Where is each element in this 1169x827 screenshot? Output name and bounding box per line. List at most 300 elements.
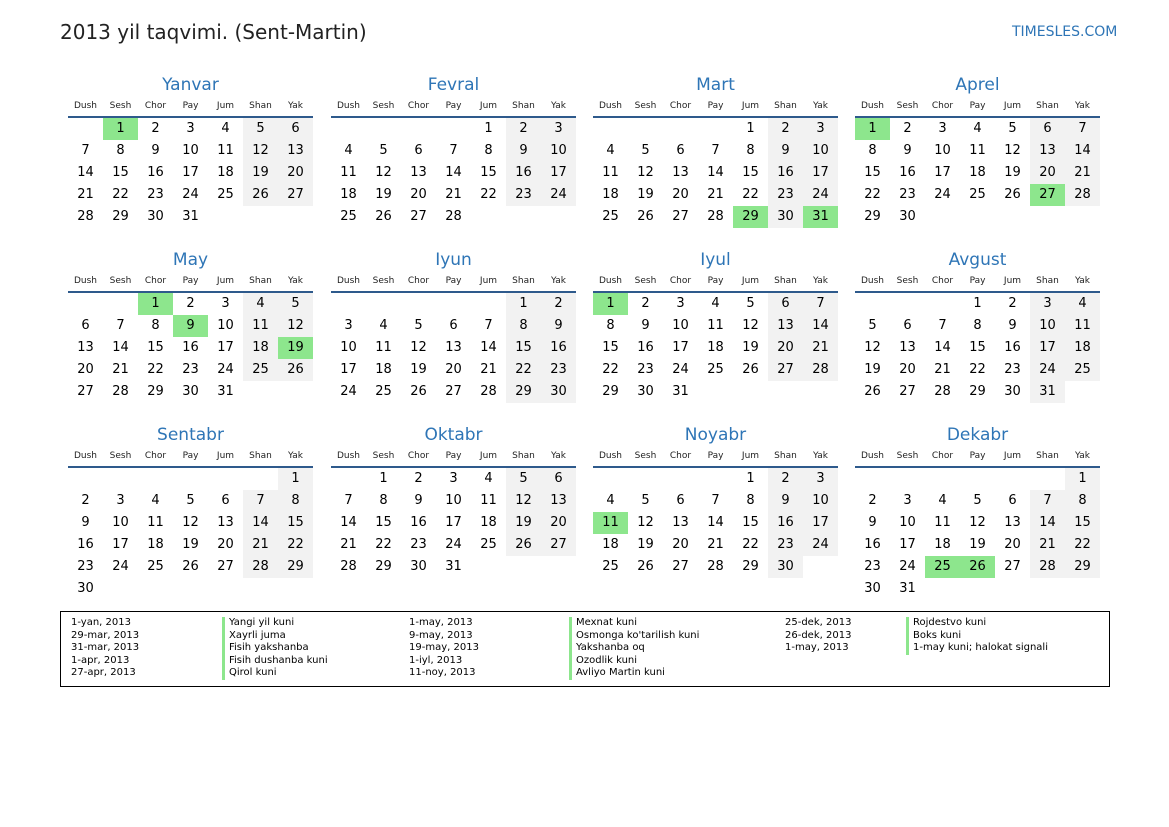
day-cell: 23 xyxy=(410,537,427,552)
month-calendar xyxy=(68,249,313,403)
month-name: Noyabr xyxy=(684,425,747,445)
empty-day-cell xyxy=(243,578,278,600)
day-cell: 29 xyxy=(278,556,313,578)
day-cell: 21 xyxy=(1065,162,1100,184)
day-cell: 2 xyxy=(903,121,912,136)
month-name: Iyun xyxy=(435,250,472,270)
day-cell: 25 xyxy=(1065,359,1100,381)
empty-day-cell xyxy=(733,381,768,403)
empty-day-cell xyxy=(960,578,995,600)
day-cell: 28 xyxy=(707,559,724,574)
day-cell: 11 xyxy=(217,143,234,158)
day-cell: 16 xyxy=(410,515,427,530)
weekday-label: Shan xyxy=(512,276,535,286)
week-row xyxy=(68,381,313,403)
week-row xyxy=(331,512,576,534)
week-row xyxy=(68,534,313,556)
week-row xyxy=(331,162,576,184)
day-cell: 3 xyxy=(803,468,838,490)
day-cell: 16 xyxy=(182,340,199,355)
day-cell: 7 xyxy=(449,143,458,158)
empty-day-cell xyxy=(138,578,173,600)
weekday-label: Yak xyxy=(1075,276,1090,286)
day-cell: 30 xyxy=(182,384,199,399)
day-cell: 6 xyxy=(449,318,458,333)
day-cell: 23 xyxy=(864,559,881,574)
week-row xyxy=(331,337,576,359)
day-cell: 17 xyxy=(1030,337,1065,359)
day-cell: 20 xyxy=(768,337,803,359)
holiday-date: 19-may, 2013 xyxy=(409,642,479,654)
day-cell: 8 xyxy=(746,493,755,508)
day-cell: 10 xyxy=(112,515,129,530)
day-cell: 14 xyxy=(112,340,129,355)
day-cell: 24 xyxy=(217,362,234,377)
empty-day-cell xyxy=(541,206,576,228)
day-cell: 11 xyxy=(375,340,392,355)
day-cell: 17 xyxy=(217,340,234,355)
empty-day-cell xyxy=(366,293,401,315)
week-row xyxy=(68,578,313,600)
week-row xyxy=(855,315,1100,337)
day-cell: 19 xyxy=(243,162,278,184)
weekday-label: Pay xyxy=(445,276,462,286)
month-name: Oktabr xyxy=(424,425,483,445)
empty-day-cell xyxy=(1065,206,1100,228)
day-cell: 26 xyxy=(182,559,199,574)
empty-day-cell xyxy=(436,118,471,140)
empty-day-cell xyxy=(331,293,366,315)
day-cell: 5 xyxy=(973,493,982,508)
week-row xyxy=(331,556,576,578)
day-cell: 11 xyxy=(934,515,951,530)
weekday-header xyxy=(593,96,838,118)
day-cell: 1 xyxy=(746,471,755,486)
week-row xyxy=(68,359,313,381)
weekday-label: Yak xyxy=(288,101,303,111)
day-cell: 9 xyxy=(81,515,90,530)
week-row xyxy=(68,468,313,490)
day-cell: 12 xyxy=(506,490,541,512)
day-cell: 13 xyxy=(77,340,94,355)
day-cell: 29 xyxy=(742,559,759,574)
week-row xyxy=(593,490,838,512)
weekday-label: Jum xyxy=(479,451,498,461)
weekday-label: Dush xyxy=(336,101,361,111)
day-cell: 22 xyxy=(864,187,881,202)
day-cell: 19 xyxy=(1004,165,1021,180)
day-cell: 25 xyxy=(217,187,234,202)
week-row xyxy=(855,468,1100,490)
holiday-day-cell: 11 xyxy=(593,512,628,534)
day-cell: 31 xyxy=(672,384,689,399)
day-cell: 12 xyxy=(637,515,654,530)
day-cell: 20 xyxy=(1030,162,1065,184)
holiday-day-cell: 1 xyxy=(138,293,173,315)
day-cell: 29 xyxy=(969,384,986,399)
day-cell: 2 xyxy=(1008,296,1017,311)
month-name: Avgust xyxy=(948,250,1007,270)
weekday-label: Sesh xyxy=(896,101,919,111)
weekday-header xyxy=(68,271,313,293)
day-cell: 22 xyxy=(742,187,759,202)
day-cell: 7 xyxy=(938,318,947,333)
holiday-date: 25-dek, 2013 xyxy=(785,617,852,628)
empty-day-cell xyxy=(103,293,138,315)
weekday-label: Dush xyxy=(598,101,623,111)
weekday-label: Yak xyxy=(288,276,303,286)
day-cell: 5 xyxy=(186,493,195,508)
weekday-label: Jum xyxy=(741,101,760,111)
day-cell: 19 xyxy=(506,512,541,534)
day-cell: 11 xyxy=(147,515,164,530)
weekday-label: Yak xyxy=(288,451,303,461)
day-cell: 24 xyxy=(803,534,838,556)
day-cell: 15 xyxy=(742,515,759,530)
weekday-label: Pay xyxy=(182,276,199,286)
day-cell: 20 xyxy=(672,537,689,552)
day-cell: 8 xyxy=(484,143,493,158)
day-cell: 21 xyxy=(243,534,278,556)
day-cell: 14 xyxy=(707,515,724,530)
weekday-label: Jum xyxy=(1003,276,1022,286)
week-row xyxy=(855,337,1100,359)
weekday-label: Chor xyxy=(669,276,692,286)
empty-day-cell xyxy=(925,468,960,490)
day-cell: 2 xyxy=(641,296,650,311)
week-row xyxy=(593,381,838,403)
week-row xyxy=(593,118,838,140)
day-cell: 10 xyxy=(899,515,916,530)
day-cell: 29 xyxy=(602,384,619,399)
day-cell: 21 xyxy=(934,362,951,377)
day-cell: 28 xyxy=(1065,184,1100,206)
empty-day-cell xyxy=(855,468,890,490)
month-name: Fevral xyxy=(427,75,480,95)
day-cell: 10 xyxy=(182,143,199,158)
day-cell: 14 xyxy=(1065,140,1100,162)
day-cell: 27 xyxy=(217,559,234,574)
day-cell: 31 xyxy=(899,581,916,596)
week-row xyxy=(593,140,838,162)
empty-day-cell xyxy=(995,206,1030,228)
day-cell: 27 xyxy=(445,384,462,399)
day-cell: 7 xyxy=(711,493,720,508)
day-cell: 10 xyxy=(672,318,689,333)
day-cell: 15 xyxy=(1065,512,1100,534)
day-cell: 4 xyxy=(606,493,615,508)
day-cell: 1 xyxy=(973,296,982,311)
day-cell: 8 xyxy=(746,143,755,158)
day-cell: 5 xyxy=(641,493,650,508)
week-row xyxy=(855,512,1100,534)
weekday-label: Chor xyxy=(931,451,954,461)
day-cell: 24 xyxy=(541,184,576,206)
weekday-label: Pay xyxy=(182,101,199,111)
day-cell: 9 xyxy=(903,143,912,158)
day-cell: 9 xyxy=(768,140,803,162)
empty-day-cell xyxy=(593,118,628,140)
day-cell: 12 xyxy=(243,140,278,162)
weekday-label: Pay xyxy=(445,451,462,461)
week-row xyxy=(855,578,1100,600)
day-cell: 28 xyxy=(340,559,357,574)
day-cell: 5 xyxy=(379,143,388,158)
day-cell: 17 xyxy=(672,340,689,355)
day-cell: 6 xyxy=(903,318,912,333)
day-cell: 26 xyxy=(375,209,392,224)
day-cell: 21 xyxy=(112,362,129,377)
week-row xyxy=(855,359,1100,381)
day-cell: 10 xyxy=(934,143,951,158)
month-calendar xyxy=(68,424,313,600)
day-cell: 27 xyxy=(899,384,916,399)
empty-day-cell xyxy=(890,293,925,315)
weekday-header xyxy=(68,96,313,118)
day-cell: 6 xyxy=(676,143,685,158)
weekday-header xyxy=(68,446,313,468)
day-cell: 14 xyxy=(1030,512,1065,534)
weekday-label: Dush xyxy=(598,451,623,461)
weekday-label: Chor xyxy=(669,451,692,461)
day-cell: 21 xyxy=(77,187,94,202)
empty-day-cell xyxy=(1030,468,1065,490)
weekday-label: Sesh xyxy=(634,451,657,461)
weekday-label: Yak xyxy=(551,451,566,461)
day-cell: 27 xyxy=(1004,559,1021,574)
day-cell: 24 xyxy=(672,362,689,377)
day-cell: 8 xyxy=(151,318,160,333)
weekday-label: Chor xyxy=(144,451,167,461)
day-cell: 3 xyxy=(186,121,195,136)
holiday-name: Ozodlik kuni xyxy=(569,655,699,668)
weekday-label: Dush xyxy=(336,276,361,286)
weekday-label: Sesh xyxy=(109,276,132,286)
day-cell: 30 xyxy=(541,381,576,403)
month-calendar xyxy=(855,424,1100,600)
day-cell: 13 xyxy=(672,165,689,180)
day-cell: 20 xyxy=(217,537,234,552)
day-cell: 17 xyxy=(803,512,838,534)
month-name: Sentabr xyxy=(157,425,224,445)
week-row xyxy=(331,359,576,381)
day-cell: 28 xyxy=(480,384,497,399)
holiday-name: Yangi yil kuni xyxy=(222,617,328,630)
day-cell: 31 xyxy=(217,384,234,399)
day-cell: 16 xyxy=(1004,340,1021,355)
day-cell: 1 xyxy=(278,468,313,490)
day-cell: 13 xyxy=(278,140,313,162)
day-cell: 12 xyxy=(637,165,654,180)
holiday-date: 1-may, 2013 xyxy=(785,642,849,654)
day-cell: 6 xyxy=(768,293,803,315)
day-cell: 24 xyxy=(803,184,838,206)
empty-day-cell xyxy=(663,118,698,140)
month-calendar xyxy=(593,74,838,228)
day-cell: 7 xyxy=(344,493,353,508)
day-cell: 30 xyxy=(147,209,164,224)
day-cell: 29 xyxy=(864,209,881,224)
day-cell: 11 xyxy=(480,493,497,508)
day-cell: 18 xyxy=(217,165,234,180)
day-cell: 10 xyxy=(340,340,357,355)
day-cell: 21 xyxy=(707,187,724,202)
weekday-label: Dush xyxy=(860,101,885,111)
day-cell: 20 xyxy=(410,187,427,202)
day-cell: 19 xyxy=(742,340,759,355)
weekday-label: Yak xyxy=(551,101,566,111)
week-row xyxy=(593,293,838,315)
month-calendar xyxy=(855,249,1100,403)
day-cell: 5 xyxy=(243,118,278,140)
day-cell: 25 xyxy=(243,359,278,381)
day-cell: 6 xyxy=(81,318,90,333)
day-cell: 24 xyxy=(112,559,129,574)
day-cell: 19 xyxy=(637,187,654,202)
day-cell: 10 xyxy=(1030,315,1065,337)
day-cell: 7 xyxy=(116,318,125,333)
empty-day-cell xyxy=(68,468,103,490)
holiday-names-column xyxy=(906,617,1048,655)
empty-day-cell xyxy=(208,468,243,490)
day-cell: 23 xyxy=(182,362,199,377)
weekday-label: Dush xyxy=(860,451,885,461)
site-logo-link[interactable]: TIMESLES.COM xyxy=(1012,24,1118,40)
day-cell: 30 xyxy=(768,556,803,578)
day-cell: 15 xyxy=(742,165,759,180)
day-cell: 26 xyxy=(742,362,759,377)
week-row xyxy=(593,206,838,228)
day-cell: 16 xyxy=(77,537,94,552)
day-cell: 3 xyxy=(676,296,685,311)
empty-day-cell xyxy=(1065,381,1100,403)
day-cell: 25 xyxy=(602,209,619,224)
day-cell: 5 xyxy=(1008,121,1017,136)
weekday-label: Dush xyxy=(860,276,885,286)
day-cell: 30 xyxy=(864,581,881,596)
holiday-day-cell: 27 xyxy=(1030,184,1065,206)
holiday-name: Qirol kuni xyxy=(222,667,328,680)
week-row xyxy=(68,293,313,315)
day-cell: 14 xyxy=(803,315,838,337)
week-row xyxy=(331,534,576,556)
holiday-dates-column xyxy=(409,617,479,680)
weekday-label: Yak xyxy=(1075,101,1090,111)
day-cell: 17 xyxy=(934,165,951,180)
weekday-label: Shan xyxy=(249,276,272,286)
holiday-name: Avliyo Martin kuni xyxy=(569,667,699,680)
empty-day-cell xyxy=(925,206,960,228)
day-cell: 28 xyxy=(803,359,838,381)
weekday-label: Shan xyxy=(1036,101,1059,111)
day-cell: 5 xyxy=(278,293,313,315)
day-cell: 26 xyxy=(243,184,278,206)
weekday-label: Dush xyxy=(598,276,623,286)
empty-day-cell xyxy=(243,206,278,228)
day-cell: 18 xyxy=(934,537,951,552)
day-cell: 22 xyxy=(969,362,986,377)
weekday-label: Shan xyxy=(1036,451,1059,461)
day-cell: 30 xyxy=(1004,384,1021,399)
day-cell: 8 xyxy=(278,490,313,512)
empty-day-cell xyxy=(628,118,663,140)
day-cell: 4 xyxy=(484,471,493,486)
week-row xyxy=(68,140,313,162)
empty-day-cell xyxy=(855,293,890,315)
day-cell: 17 xyxy=(803,162,838,184)
empty-day-cell xyxy=(401,118,436,140)
day-cell: 16 xyxy=(147,165,164,180)
weekday-header xyxy=(855,446,1100,468)
day-cell: 9 xyxy=(151,143,160,158)
day-cell: 22 xyxy=(506,359,541,381)
day-cell: 23 xyxy=(147,187,164,202)
day-cell: 12 xyxy=(742,318,759,333)
weekday-label: Chor xyxy=(931,101,954,111)
day-cell: 5 xyxy=(414,318,423,333)
day-cell: 22 xyxy=(278,534,313,556)
empty-day-cell xyxy=(243,381,278,403)
day-cell: 7 xyxy=(1065,118,1100,140)
weekday-label: Sesh xyxy=(896,276,919,286)
day-cell: 18 xyxy=(375,362,392,377)
day-cell: 3 xyxy=(344,318,353,333)
empty-day-cell xyxy=(1065,578,1100,600)
day-cell: 17 xyxy=(182,165,199,180)
week-row xyxy=(68,206,313,228)
day-cell: 12 xyxy=(182,515,199,530)
empty-day-cell xyxy=(698,381,733,403)
day-cell: 4 xyxy=(1065,293,1100,315)
empty-day-cell xyxy=(995,468,1030,490)
day-cell: 25 xyxy=(969,187,986,202)
holiday-name: Fisih yakshanba xyxy=(222,642,328,655)
empty-day-cell xyxy=(960,206,995,228)
day-cell: 8 xyxy=(116,143,125,158)
empty-day-cell xyxy=(803,556,838,578)
weekday-label: Yak xyxy=(551,276,566,286)
empty-day-cell xyxy=(208,206,243,228)
week-row xyxy=(68,315,313,337)
day-cell: 28 xyxy=(934,384,951,399)
day-cell: 18 xyxy=(243,337,278,359)
day-cell: 27 xyxy=(672,559,689,574)
day-cell: 11 xyxy=(707,318,724,333)
day-cell: 26 xyxy=(1004,187,1021,202)
weekday-label: Jum xyxy=(216,101,235,111)
day-cell: 2 xyxy=(186,296,195,311)
day-cell: 13 xyxy=(445,340,462,355)
day-cell: 10 xyxy=(803,490,838,512)
day-cell: 5 xyxy=(641,143,650,158)
month-name: May xyxy=(172,250,209,270)
year-calendar-grid xyxy=(68,74,1104,602)
empty-day-cell xyxy=(768,381,803,403)
week-row xyxy=(68,490,313,512)
empty-day-cell xyxy=(331,118,366,140)
weekday-label: Yak xyxy=(1075,451,1090,461)
weekday-label: Pay xyxy=(445,101,462,111)
month-calendar xyxy=(68,74,313,228)
day-cell: 26 xyxy=(637,209,654,224)
day-cell: 3 xyxy=(803,118,838,140)
weekday-label: Shan xyxy=(774,451,797,461)
weekday-label: Chor xyxy=(144,101,167,111)
day-cell: 12 xyxy=(410,340,427,355)
day-cell: 4 xyxy=(243,293,278,315)
empty-day-cell xyxy=(995,578,1030,600)
day-cell: 30 xyxy=(637,384,654,399)
